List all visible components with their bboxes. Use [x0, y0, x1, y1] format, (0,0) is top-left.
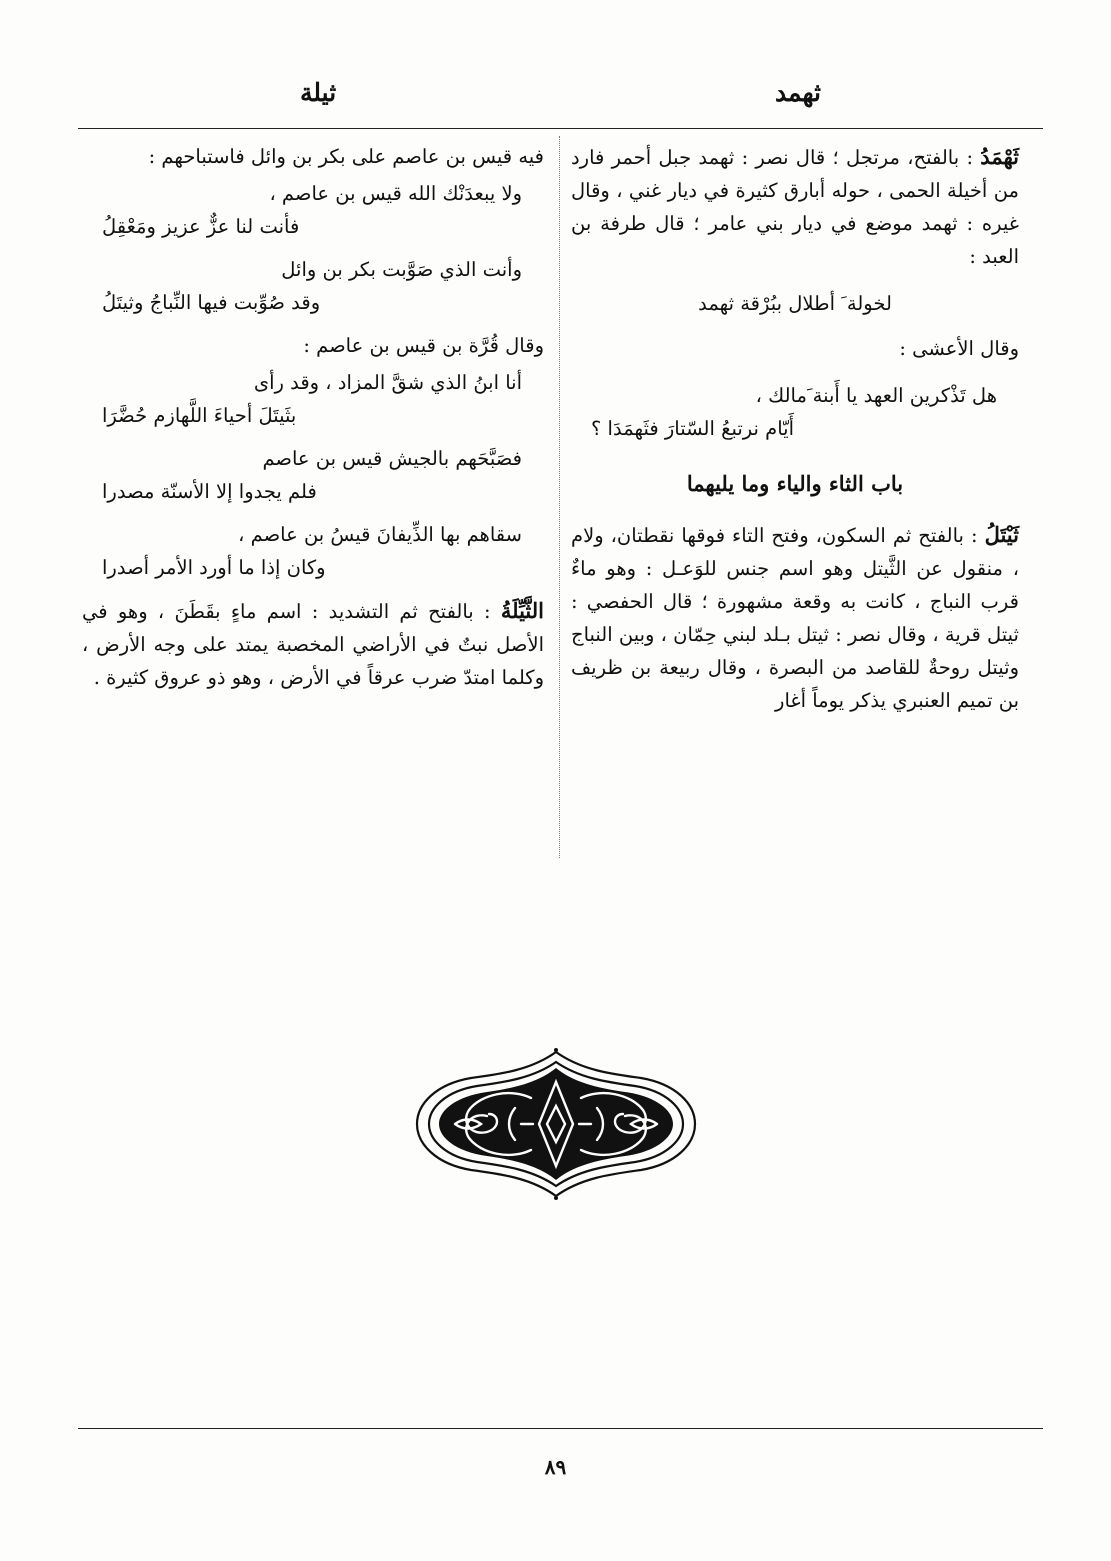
- qurra-intro: وقال قُرَّة بن قيس بن عاصم :: [303, 334, 544, 357]
- verse-4-hemistich-1: فصَبَّحَهم بالجيش قيس بن عاصم: [262, 447, 522, 470]
- verse-4: [82, 442, 544, 508]
- headword-thayyila: الثَّيِّلَةُ: [500, 598, 544, 623]
- header-rule: [78, 128, 1043, 129]
- verse-1-hemistich-1: ولا يبعدَنْك الله قيس بن عاصم ،: [269, 182, 522, 205]
- running-header-left: ثيلة: [300, 78, 337, 107]
- continuation-intro: فيه قيس بن عاصم على بكر بن وائل فاستباحهم :: [148, 145, 544, 168]
- verse-2: [82, 253, 544, 319]
- headword-thahmad: ثَهْمَدُ: [980, 144, 1019, 169]
- verse-3-hemistich-2: بثَيتَلَ أحياءَ اللَّهازم حُضَّرَا: [102, 404, 297, 427]
- verse-3: [82, 366, 544, 432]
- footer-rule: [78, 1428, 1043, 1429]
- arabesque-ornament-icon: [411, 1048, 701, 1200]
- right-column: [571, 140, 1019, 717]
- entry-thahmad-text: : بالفتح، مرتجل ؛ قال نصر : ثهمد جبل أحمر فارد من أخيلة الحمى ، حوله أبارق كثيرة في ديار غني ، وقال غيره : ثهمد موضع في ديار بني عامر ؛ قال طرفة بن العبد :: [571, 146, 1019, 268]
- column-divider: [559, 136, 560, 858]
- asha-verse-hemistich-1: هل تَذْكرين العهد يا أَبنة َمالك ،: [755, 384, 997, 407]
- verse-2-hemistich-1: وأنت الذي صَوَّبت بكر بن وائل: [281, 258, 522, 281]
- entry-thahmad: [571, 140, 1019, 273]
- verse-5-hemistich-2: وكان إذا ما أورد الأمر أصدرا: [102, 556, 326, 579]
- left-column: [82, 140, 544, 694]
- section-title: باب الثاء والياء وما يليهما: [686, 471, 904, 496]
- entry-thayyila-text: : بالفتح ثم التشديد : اسم ماءٍ بقَطَنَ ، وهو في الأصل نبتٌ في الأراضي المخصبة يمتد على وجه الأرض ، وكلما امتدّ ضرب عرقاً في الأرض ، وهو ذو عروق كثيرة .: [82, 600, 544, 689]
- verse-5: [82, 518, 544, 584]
- verse-4-hemistich-2: فلم يجدوا إلا الأسنّة مصدرا: [102, 480, 317, 503]
- entry-thayyila: [82, 594, 544, 694]
- verse-3-hemistich-1: أنا ابنُ الذي شقَّ المزاد ، وقد رأى: [253, 371, 522, 394]
- headword-thaytal: ثَيْتَلُ: [984, 522, 1019, 547]
- tarafa-verse: لخولة َ أطلال ببُرْقة ثهمد: [698, 292, 892, 315]
- running-header-right: ثهمد: [774, 78, 821, 107]
- entry-thaytal: [571, 518, 1019, 717]
- verse-1-hemistich-2: فأنت لنا عزٌّ عزيز ومَعْقِلُ: [102, 215, 300, 238]
- asha-verse-hemistich-2: أَيّام نرتبعُ السّتارَ فثَهمَدَا ؟: [591, 417, 794, 440]
- verse-1: [82, 177, 544, 243]
- entry-thaytal-text: : بالفتح ثم السكون، وفتح التاء فوقها نقطتان، ولام ، منقول عن الثَّيتل وهو اسم جنس للوَعـل : وهو ماءٌ قرب النباج ، كانت به وقعة مشهورة ؛ قال الحفصي : ثيتل قرية ، وقال نصر : ثيتل بـلد لبني حِمّان ، وبين النباج وثيتل روحةٌ للقاصد من البصرة ، وقال ربيعة بن ظريف بن تميم العنبري يذكر يوماً أغار: [571, 524, 1019, 712]
- verse-5-hemistich-1: سقاهم بها الذِّيفانَ قيسُ بن عاصم ،: [238, 523, 522, 546]
- verse-2-hemistich-2: وقد صُوِّبت فيها النِّباجُ وثيتَلُ: [102, 291, 321, 314]
- asha-verse: [571, 379, 1019, 445]
- page-number: ٨٩: [544, 1455, 567, 1479]
- asha-intro: وقال الأعشى :: [899, 337, 1019, 360]
